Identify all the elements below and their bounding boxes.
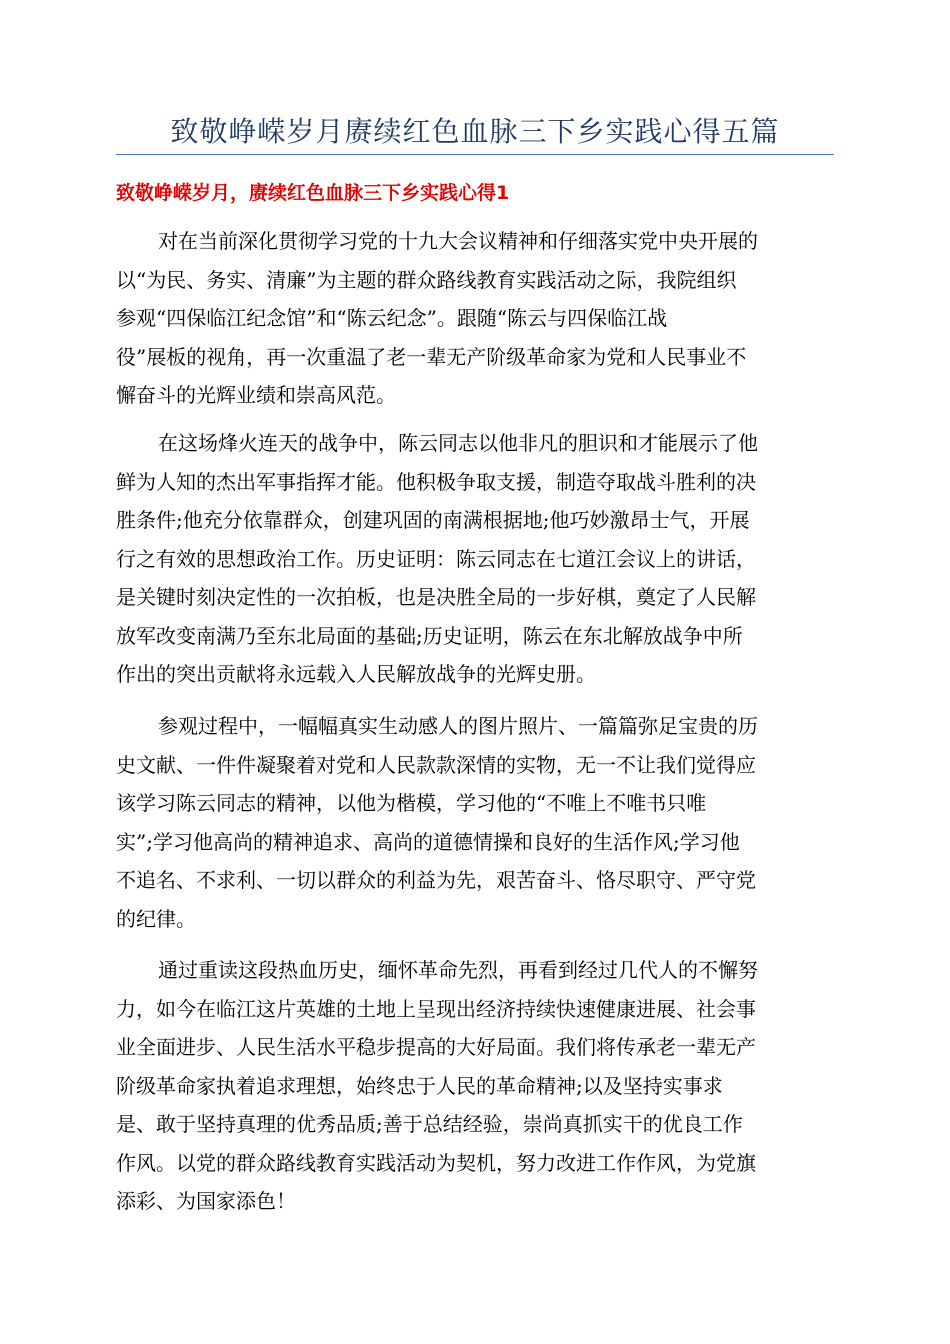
paragraph-line: 懈奋斗的光辉业绩和崇高风范。 [116, 383, 396, 407]
paragraph-line: 以“为民、务实、清廉”为主题的群众路线教育实践活动之际，我院组织 [116, 267, 737, 292]
document-title: 致敬峥嵘岁月赓续红色血脉三下乡实践心得五篇 [170, 115, 780, 148]
paragraph-line: 力，如今在临江这片英雄的土地上呈现出经济持续快速健康进展、社会事 [116, 996, 756, 1021]
paragraph-line: 的纪律。 [116, 906, 196, 931]
section-heading: 致敬峥嵘岁月，赓续红色血脉三下乡实践心得1 [116, 182, 510, 204]
paragraph-line: 史文献、一件件凝聚着对党和人民款款深情的实物，无一不让我们觉得应 [116, 752, 756, 777]
paragraph-line: 该学习陈云同志的精神，以他为楷模，学习他的“不唯上不唯书只唯 [116, 791, 707, 815]
paragraph-line: 放军改变南满乃至东北局面的基础;历史证明，陈云在东北解放战争中所 [116, 623, 743, 648]
paragraph-line: 作出的突出贡献将永远载入人民解放战争的光辉史册。 [116, 662, 596, 686]
paragraph-line: 役”展板的视角，再一次重温了老一辈无产阶级革命家为党和人民事业不 [116, 344, 747, 369]
title-underline [116, 154, 834, 155]
paragraph-line: 添彩、为国家添色！ [116, 1189, 296, 1213]
paragraph-4 [116, 951, 834, 1221]
paragraph-line: 参观“四保临江纪念馆”和“陈云纪念”。跟随“陈云与四保临江战 [116, 306, 668, 330]
paragraph-line: 是、敢于坚持真理的优秀品质;善于总结经验，崇尚真抓实干的优良工作 [116, 1112, 743, 1136]
paragraph-2 [116, 424, 834, 694]
paragraph-line: 鲜为人知的杰出军事指挥才能。他积极争取支援，制造夺取战斗胜利的决 [116, 469, 756, 494]
paragraph-line: 实”;学习他高尚的精神追求、高尚的道德情操和良好的生活作风;学习他 [116, 829, 740, 854]
paragraph-line: 阶级革命家执着追求理想，始终忠于人民的革命精神;以及坚持实事求 [116, 1073, 723, 1098]
paragraph-line: 通过重读这段热血历史，缅怀革命先烈，再看到经过几代人的不懈努 [158, 958, 758, 982]
paragraph-line: 对在当前深化贯彻学习党的十九大会议精神和仔细落实党中央开展的 [158, 229, 758, 253]
paragraph-line: 业全面进步、人民生活水平稳步提高的大好局面。我们将传承老一辈无产 [116, 1035, 756, 1059]
paragraph-3 [116, 707, 834, 938]
paragraph-line: 胜条件;他充分依靠群众，创建巩固的南满根据地;他巧妙激昂士气，开展 [116, 508, 750, 532]
paragraph-1 [116, 222, 834, 415]
paragraph-line: 作风。以党的群众路线教育实践活动为契机，努力改进工作作风，为党旗 [116, 1150, 756, 1175]
paragraph-line: 是关键时刻决定性的一次拍板，也是决胜全局的一步好棋，奠定了人民解 [116, 585, 756, 609]
paragraph-line: 参观过程中，一幅幅真实生动感人的图片照片、一篇篇弥足宝贵的历 [158, 714, 758, 738]
paragraph-line: 行之有效的思想政治工作。历史证明：陈云同志在七道江会议上的讲话， [116, 546, 756, 571]
paragraph-line: 在这场烽火连天的战争中，陈云同志以他非凡的胆识和才能展示了他 [158, 431, 758, 455]
paragraph-line: 不追名、不求利、一切以群众的利益为先，艰苦奋斗、恪尽职守、严守党 [116, 868, 756, 892]
